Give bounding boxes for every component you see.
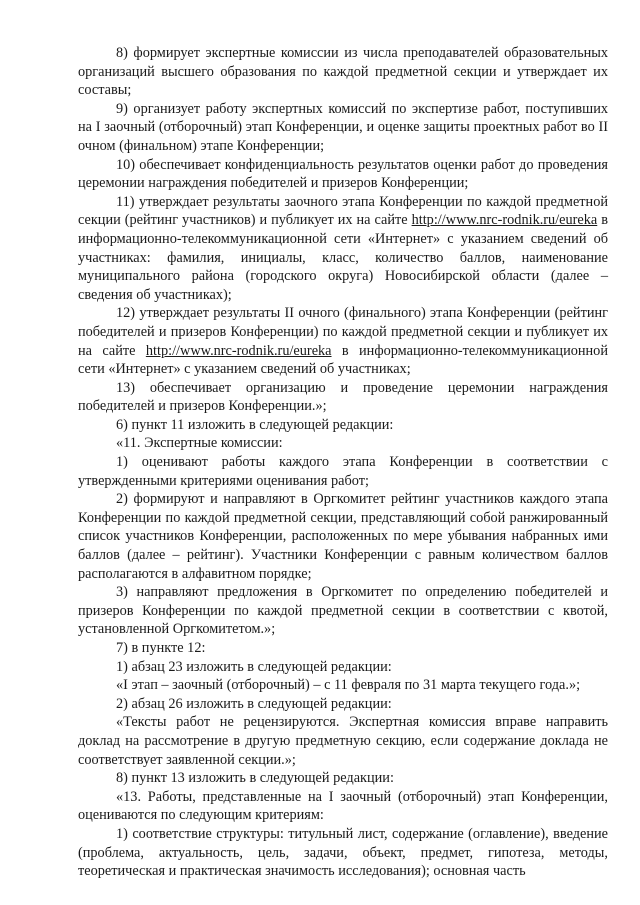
paragraph-text: «Тексты работ не рецензируются. Экспертная комиссия вправе направить доклад на рассмотрение в другую предметную секцию, если содержание доклада не соответствует заявленной секции.»;	[78, 714, 608, 768]
paragraph-p8b	[78, 769, 608, 788]
paragraph-p9	[78, 100, 608, 156]
paragraph-text: 1) абзац 23 изложить в следующей редакции:	[116, 658, 392, 675]
paragraph-text: 2) абзац 26 изложить в следующей редакции:	[116, 695, 392, 712]
paragraph-p11title	[78, 434, 608, 453]
paragraph-text: 11) утверждает результаты заочного этапа Конференции по каждой предметной секции (рейтинг участников) и публикует их на сайте	[78, 193, 608, 229]
paragraph-text: 7) в пункте 12:	[116, 640, 206, 656]
paragraph-a2	[78, 695, 608, 714]
paragraph-p13	[78, 379, 608, 416]
paragraph-text: «I этап – заочный (отборочный) – с 11 февраля по 31 марта текущего года.»;	[116, 677, 581, 694]
paragraph-text: 10) обеспечивает конфиденциальность результатов оценки работ до проведения церемонии награждения победителей и призеров Конференции;	[78, 156, 608, 192]
paragraph-c1	[78, 825, 608, 881]
paragraph-text: 8) формирует экспертные комиссии из числа преподавателей образовательных организаций высшего образования по каждой предметной секции и утверждает их составы;	[78, 45, 608, 99]
paragraph-text: «11. Экспертные комиссии:	[116, 435, 283, 452]
paragraph-p8	[78, 44, 608, 100]
paragraph-text: 8) пункт 13 изложить в следующей редакции:	[116, 770, 394, 787]
paragraph-text: 3) направляют предложения в Оргкомитет по определению победителей и призеров Конференции по каждой предметной секции в соответствии с квотой, установленной Оргкомитетом.»;	[78, 584, 608, 638]
paragraph-text: «13. Работы, представленные на I заочный (отборочный) этап Конференции, оцениваются по следующим критериям:	[78, 788, 608, 824]
paragraph-e2	[78, 490, 608, 583]
paragraph-p11	[78, 193, 608, 305]
paragraph-a1	[78, 658, 608, 677]
paragraph-p13title	[78, 788, 608, 825]
paragraph-text: 13) обеспечивает организацию и проведение церемонии награждения победителей и призеров Конференции.»;	[78, 379, 608, 415]
paragraph-a2q	[78, 713, 608, 769]
paragraph-p12	[78, 304, 608, 378]
paragraph-text: в информационно-телекоммуникационной сети «Интернет» с указанием сведений об участниках;	[78, 342, 608, 378]
paragraph-e3	[78, 583, 608, 639]
paragraph-text: 12) утверждает результаты II очного (финального) этапа Конференции (рейтинг победителей и призеров Конференции) по каждой предметной секции и публикует их на сайте	[78, 305, 608, 359]
paragraph-text: 1) оценивают работы каждого этапа Конференции в соответствии с утвержденными критериями оценивания работ;	[78, 454, 608, 489]
site-link[interactable]: http://www.nrc-rodnik.ru/eureka	[145, 342, 332, 359]
paragraph-p10	[78, 156, 608, 193]
paragraph-text: 2) формируют и направляют в Оргкомитет рейтинг участников каждого этапа Конференции по каждой предметной секции, представляющий собой ранжированный список участников Конференции, расположенных по мере убывания набранных ими баллов (далее – рейтинг). Участники Конференции с равным количеством баллов располагаются в алфавитном порядке;	[78, 491, 608, 582]
paragraph-a1q	[78, 676, 608, 695]
paragraph-text: 1) соответствие структуры: титульный лист, содержание (оглавление), введение (проблема, актуальность, цель, задачи, объект, предмет, гипотеза, методы, теоретическая и практическая значимость исследования); основная часть	[78, 825, 608, 880]
paragraph-e1	[78, 453, 608, 490]
paragraph-text: в информационно-телекоммуникационной сети «Интернет» с указанием сведений об участниках: фамилия, инициалы, класс, количество баллов, наименование муниципального района (городского округа) Новосибирской области (далее – сведения об участниках);	[78, 212, 609, 303]
paragraph-p7	[78, 639, 608, 658]
document-page	[78, 44, 608, 881]
paragraph-text: 6) пункт 11 изложить в следующей редакции:	[116, 416, 394, 433]
paragraph-p6	[78, 416, 608, 435]
paragraph-text: 9) организует работу экспертных комиссий по экспертизе работ, поступивших на I заочный (отборочный) этап Конференции, и оценке защиты проектных работ во II очном (финальном) этапе Конференции;	[78, 100, 608, 154]
site-link[interactable]: http://www.nrc-rodnik.ru/eureka	[411, 212, 598, 229]
